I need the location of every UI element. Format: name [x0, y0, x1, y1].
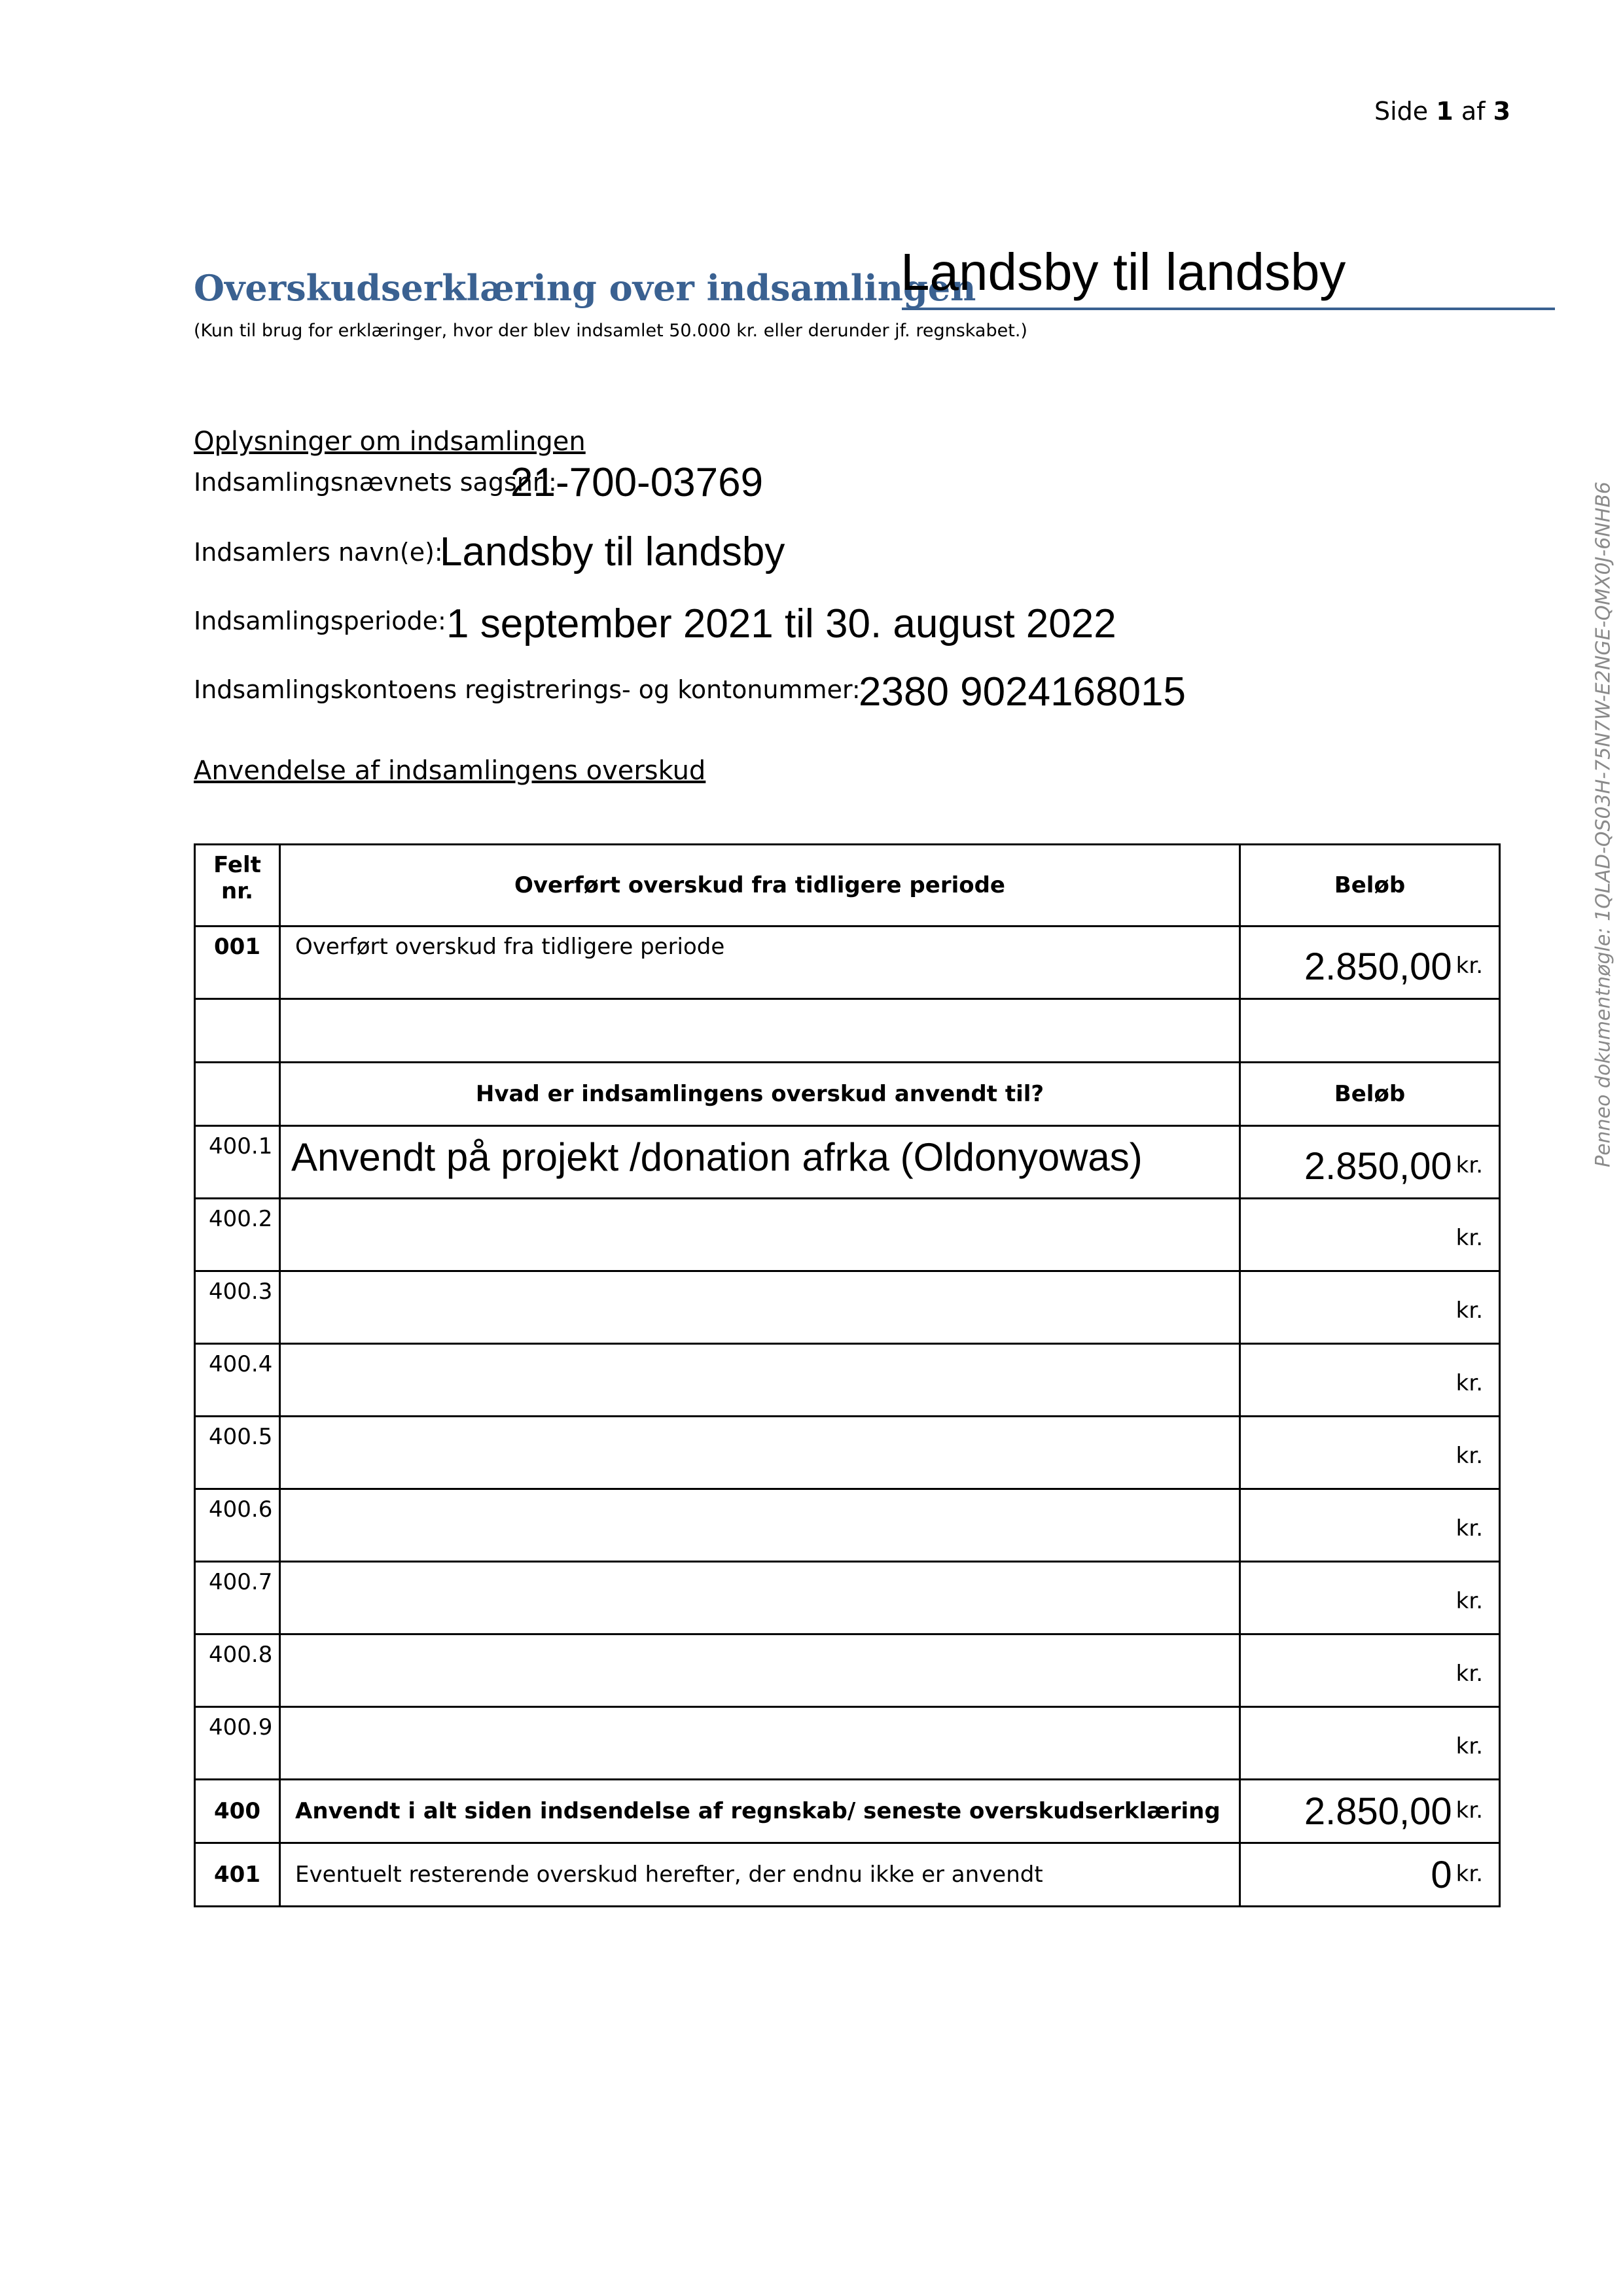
amount-value: 2.850,00 — [1304, 1145, 1452, 1188]
document-subtitle: (Kun til brug for erklæringer, hvor der blev indsamlet 50.000 kr. eller derunder jf. regnskabet.) — [194, 321, 1027, 341]
table-row — [195, 1707, 1500, 1780]
account-number-label: Indsamlingskontoens registrerings- og kontonummer: — [194, 675, 861, 704]
page-label: Side — [1374, 97, 1429, 126]
usage-description-field[interactable] — [280, 1634, 1240, 1707]
row-description: Anvendt i alt siden indsendelse af regnskab/ seneste overskudserklæring — [280, 1780, 1240, 1843]
amount-field[interactable] — [1240, 1417, 1500, 1489]
currency-label: kr. — [1455, 953, 1483, 979]
row-nr: 400.1 — [195, 1126, 280, 1199]
amount-field[interactable] — [1240, 1843, 1500, 1907]
row-nr: 400.2 — [195, 1199, 280, 1271]
row-nr: 400.7 — [195, 1562, 280, 1634]
collection-name-field[interactable]: Landsby til landsby — [901, 243, 1346, 301]
amount-field[interactable] — [1240, 927, 1500, 999]
table-row-401 — [195, 1843, 1500, 1907]
table-row-001 — [195, 927, 1500, 999]
usage-description-field[interactable] — [280, 1271, 1240, 1344]
info-section-heading: Oplysninger om indsamlingen — [194, 427, 586, 457]
row-nr: 001 — [195, 927, 280, 999]
row-nr: 400.9 — [195, 1707, 280, 1780]
collection-period-label: Indsamlingsperiode: — [194, 607, 446, 635]
row-description: Eventuelt resterende overskud herefter, der endnu ikke er anvendt — [280, 1843, 1240, 1907]
amount-value: 0 — [1431, 1853, 1452, 1896]
usage-section-heading: Anvendelse af indsamlingens overskud — [194, 756, 706, 786]
table-row — [195, 1344, 1500, 1417]
currency-label: kr. — [1455, 1370, 1483, 1396]
header-field-nr: Felt nr. — [195, 845, 280, 927]
empty-cell — [1240, 999, 1500, 1063]
table-row — [195, 1634, 1500, 1707]
amount-field[interactable] — [1240, 1271, 1500, 1344]
amount-field[interactable] — [1240, 1707, 1500, 1780]
subheader-amount: Beløb — [1240, 1063, 1500, 1126]
usage-description-field[interactable] — [280, 1489, 1240, 1562]
page-of-label: af — [1461, 97, 1486, 126]
row-nr: 400 — [195, 1780, 280, 1843]
case-number-label: Indsamlingsnævnets sagsnr.: — [194, 468, 557, 497]
subheader-description: Hvad er indsamlingens overskud anvendt til? — [280, 1063, 1240, 1126]
table-row — [195, 1562, 1500, 1634]
surplus-table — [194, 843, 1501, 1907]
empty-cell — [195, 1063, 280, 1126]
usage-description-field[interactable] — [280, 1417, 1240, 1489]
row-nr: 400.6 — [195, 1489, 280, 1562]
table-subheader-row — [195, 1063, 1500, 1126]
amount-field[interactable] — [1240, 1634, 1500, 1707]
table-header-row — [195, 845, 1500, 927]
amount-field[interactable] — [1240, 1780, 1500, 1843]
table-row — [195, 1126, 1500, 1199]
usage-description-field[interactable]: Anvendt på projekt /donation afrka (Oldonyowas) — [280, 1126, 1240, 1199]
empty-cell — [195, 999, 280, 1063]
currency-label: kr. — [1455, 1298, 1483, 1324]
usage-description-field[interactable] — [280, 1707, 1240, 1780]
page-current: 1 — [1436, 97, 1454, 126]
row-nr: 400.8 — [195, 1634, 280, 1707]
amount-value: 2.850,00 — [1304, 1790, 1452, 1833]
currency-label: kr. — [1455, 1152, 1483, 1178]
amount-value: 2.850,00 — [1304, 945, 1452, 988]
amount-field[interactable] — [1240, 1562, 1500, 1634]
document-title: Overskudserklæring over indsamlingen — [194, 267, 976, 309]
row-nr: 400.5 — [195, 1417, 280, 1489]
document-title-row — [194, 243, 1372, 314]
currency-label: kr. — [1455, 1515, 1483, 1542]
table-row — [195, 1417, 1500, 1489]
currency-label: kr. — [1455, 1661, 1483, 1687]
table-row-empty — [195, 999, 1500, 1063]
table-row — [195, 1271, 1500, 1344]
collection-period-field[interactable]: 1 september 2021 til 30. august 2022 — [446, 601, 1116, 646]
amount-field[interactable] — [1240, 1489, 1500, 1562]
currency-label: kr. — [1455, 1225, 1483, 1251]
currency-label: kr. — [1455, 1733, 1483, 1759]
currency-label: kr. — [1455, 1443, 1483, 1469]
usage-description-field[interactable] — [280, 1344, 1240, 1417]
currency-label: kr. — [1455, 1588, 1483, 1614]
row-nr: 400.3 — [195, 1271, 280, 1344]
currency-label: kr. — [1455, 1797, 1483, 1824]
page-number — [1374, 97, 1510, 126]
amount-field[interactable] — [1240, 1344, 1500, 1417]
row-description: Overført overskud fra tidligere periode — [280, 927, 1240, 999]
header-amount: Beløb — [1240, 845, 1500, 927]
case-number-field[interactable]: 21-700-03769 — [510, 460, 764, 505]
table-row — [195, 1489, 1500, 1562]
amount-field[interactable] — [1240, 1126, 1500, 1199]
table-row — [195, 1199, 1500, 1271]
table-row-400 — [195, 1780, 1500, 1843]
amount-field[interactable] — [1240, 1199, 1500, 1271]
currency-label: kr. — [1455, 1860, 1483, 1887]
account-number-field[interactable]: 2380 9024168015 — [859, 669, 1186, 715]
collector-name-field[interactable]: Landsby til landsby — [440, 529, 785, 574]
collector-name-label: Indsamlers navn(e): — [194, 538, 443, 567]
title-underline — [902, 308, 1555, 310]
header-description: Overført overskud fra tidligere periode — [280, 845, 1240, 927]
usage-description-field[interactable] — [280, 1199, 1240, 1271]
usage-description-field[interactable] — [280, 1562, 1240, 1634]
document-key-watermark: Penneo dokumentnøgle: 1QLAD-QS03H-75N7W-E2NGE-QMX0J-6NHB6 — [1592, 481, 1615, 1168]
empty-cell — [280, 999, 1240, 1063]
row-nr: 401 — [195, 1843, 280, 1907]
row-nr: 400.4 — [195, 1344, 280, 1417]
page-total: 3 — [1493, 97, 1511, 126]
